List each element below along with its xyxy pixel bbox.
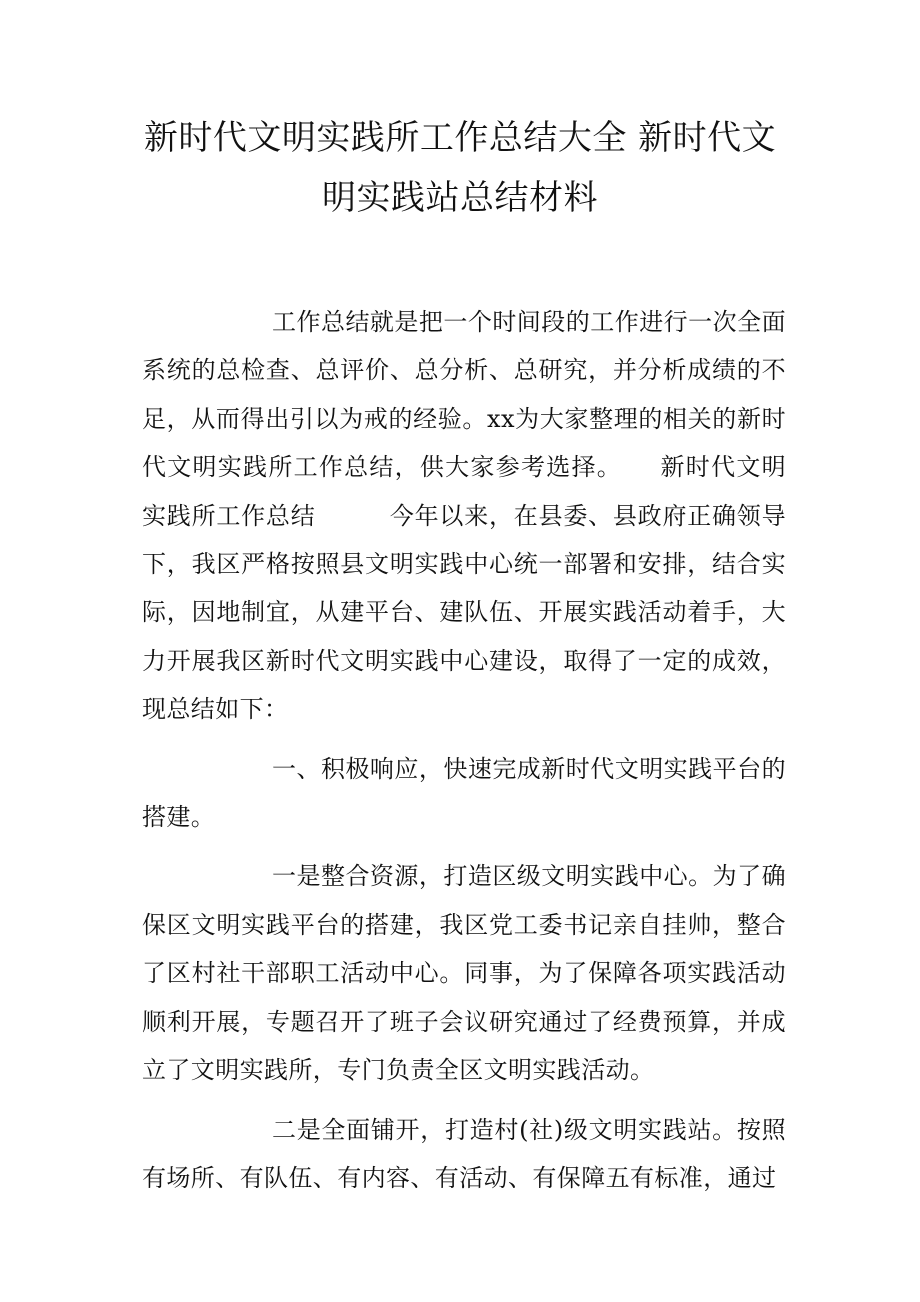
paragraph-intro: 工作总结就是把一个时间段的工作进行一次全面系统的总检查、总评价、总分析、总研究，并分析成绩的不足，从而得出引以为戒的经验。xx为大家整理的相关的新时代文明实践所工作总结，供大家参考选择。 新时代文明实践所工作总结 今年以来，在县委、县政府正确领导下，我区严格按照县文明实践中心统一部署和安排，结合实际，因地制宜，从建平台、建队伍、开展实践活动着手，大力开展我区新时代文明实践中心建设，取得了一定的成效，现总结如下： [142, 308, 786, 724]
document-title [120, 108, 800, 228]
paragraph-point-2: 二是全面铺开，打造村(社)级文明实践站。按照有场所、有队伍、有内容、有活动、有保障五有标准，通过 [142, 1115, 786, 1192]
title-line-2: 明实践站总结材料 [322, 178, 598, 218]
document-body [142, 298, 786, 1202]
paragraph-section-1-heading: 一、积极响应，快速完成新时代文明实践平台的搭建。 [142, 754, 786, 832]
paragraph-point-1: 一是整合资源，打造区级文明实践中心。为了确保区文明实践平台的搭建，我区党工委书记亲自挂帅，整合了区村社干部职工活动中心。同事，为了保障各项实践活动顺利开展，专题召开了班子会议研究通过了经费预算，并成立了文明实践所，专门负责全区文明实践活动。 [142, 862, 786, 1085]
title-line-1: 新时代文明实践所工作总结大全 新时代文 [143, 118, 777, 158]
